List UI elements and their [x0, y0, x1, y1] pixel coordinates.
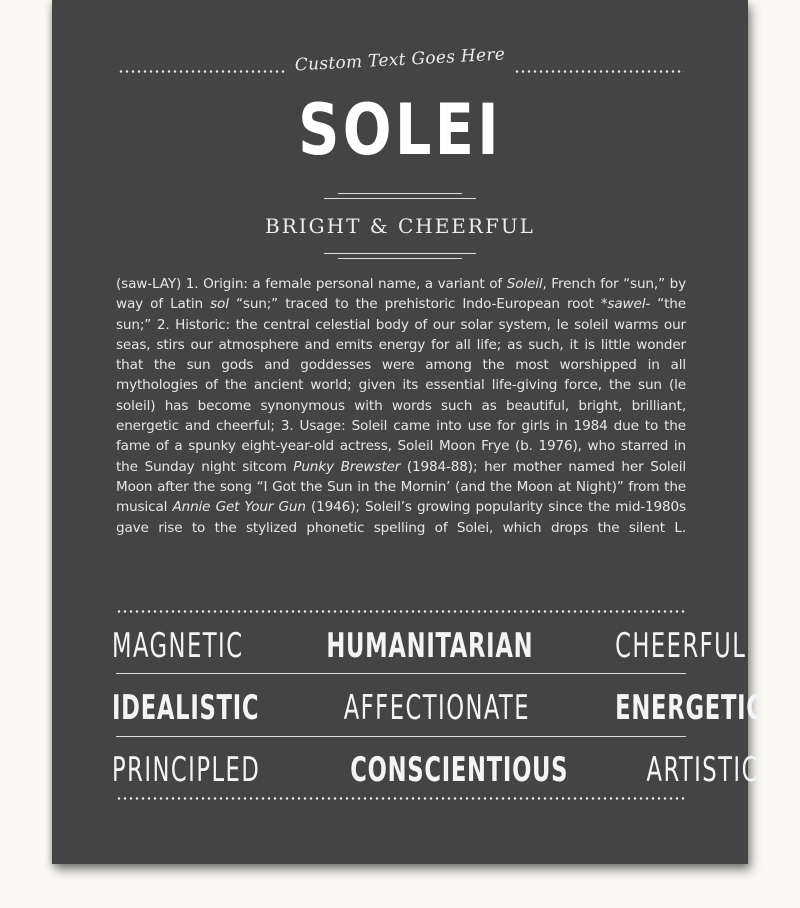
meaning-underline-lower: [338, 258, 462, 259]
trait-word: HUMANITARIAN: [326, 626, 533, 666]
name-definition: (saw-LAY) 1. Origin: a female personal name, a variant of Soleil, French for “sun,” by way of Latin sol “sun;” traced to the prehistoric Indo-European root *sawel- “the sun;” 2. Historic: the central celestial body of our solar system, le soleil warms our seas, stirs our atmosphere and emits energy for all life; as such, it is little wonder that the sun gods and goddesses were among the most worshipped in all mythologies of the ancient world; given its essential life-giving force, the sun (le soleil) has become synonymous with words such as beautiful, bright, brilliant, energetic and cheerful; 3. Usage: Soleil came into use for girls in 1984 due to the fame of a spunky eight-year-old actress, Soleil Moon Frye (b. 1976), who starred in the Sunday night sitcom Punky Brewster (1984-88); her mother named her Soleil Moon after the song “I Got the Sun in the Mornin’ (and the Moon at Night)” from the musical Annie Get Your Gun (1946); Soleil’s growing popularity since the mid-1980s gave rise to the stylized phonetic spelling of Solei, which drops the silent L.: [116, 276, 686, 536]
trait-row-separator-2: [116, 736, 686, 737]
name-underline-lower: [324, 198, 476, 199]
custom-text: Custom Text Goes Here: [294, 44, 506, 76]
trait-word: CONSCIENTIOUS: [350, 750, 569, 790]
name-poster: [52, 0, 764, 864]
trait-word: PRINCIPLED: [112, 750, 261, 790]
name-underline-upper: [338, 193, 462, 194]
trait-row-2: [112, 686, 764, 730]
trait-word: ARTISTIC: [646, 750, 759, 790]
top-right-dotted-divider: [514, 70, 684, 73]
top-left-dotted-divider: [118, 70, 286, 73]
meaning-underline-upper: [324, 253, 476, 254]
trait-word: AFFECTIONATE: [343, 688, 530, 728]
traits-top-dotted-divider: [116, 610, 686, 613]
traits-bottom-dotted-divider: [116, 797, 686, 800]
name-meaning: BRIGHT & CHEERFUL: [265, 214, 535, 238]
trait-word: MAGNETIC: [112, 626, 244, 666]
trait-row-1: [112, 624, 747, 668]
poster-name: SOLEI: [298, 89, 502, 171]
trait-word: CHEERFUL: [615, 626, 747, 666]
trait-word: ENERGETIC: [614, 688, 764, 728]
trait-row-3: [112, 748, 759, 792]
trait-row-separator-1: [116, 673, 686, 674]
trait-word: IDEALISTIC: [112, 688, 260, 728]
